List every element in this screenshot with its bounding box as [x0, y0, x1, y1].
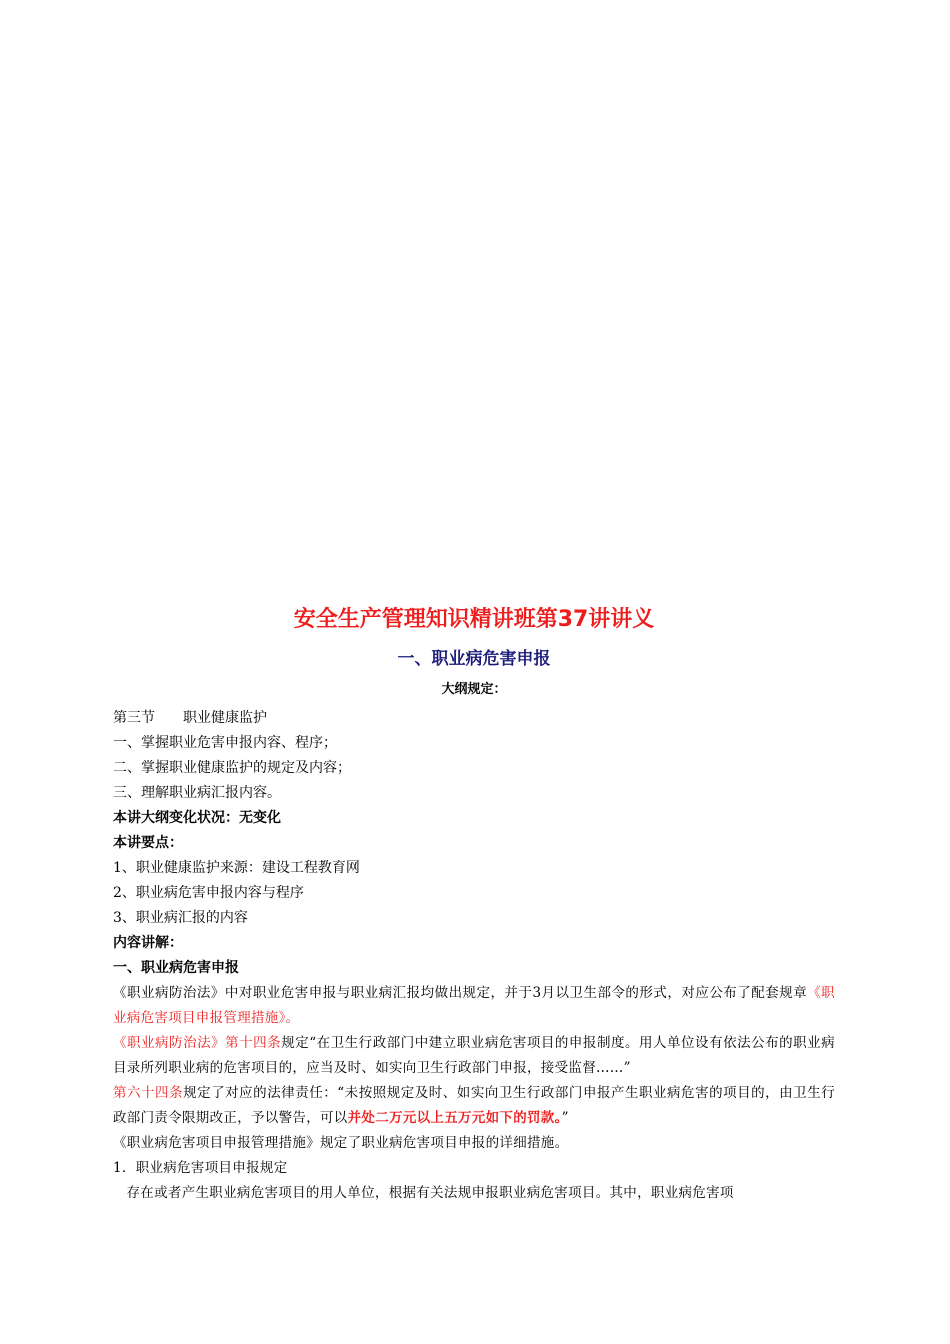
paragraph-text: ”	[561, 1110, 569, 1126]
paragraph-text: 《职业病防治法》中对职业危害申报与职业病汇报均做出规定，并于3月以卫生部令的形式，对应公布了配套规章	[113, 985, 808, 1001]
paragraph-text: 规定了对应的法律责任：“未按照规定及时、如实向卫生行政部门申报产生职业病危害的项目的，由卫生行政部门责令限期改正，予以警告，可以	[113, 1085, 836, 1126]
content-subheading: 一、职业病危害申报	[113, 960, 239, 976]
outline-item: 三、理解职业病汇报内容。	[113, 785, 281, 801]
paragraph-measures: 《职业病危害项目申报管理措施》规定了职业病危害项目申报的详细措施。	[113, 1135, 569, 1151]
regulation-name: 《职业病危害项目申报管理措施》。	[113, 985, 835, 1026]
article-reference: 《职业病防治法》第十四条	[113, 1035, 282, 1051]
key-point-item: 2、职业病危害申报内容与程序	[113, 885, 304, 901]
change-status: 本讲大纲变化状况：无变化	[113, 810, 281, 826]
penalty-text: 并处二万元以上五万元如下的罚款。	[347, 1110, 562, 1126]
article-reference: 第六十四条	[113, 1085, 184, 1101]
paragraph-text: 规定“在卫生行政部门中建立职业病危害项目的申报制度。用人单位设有依法公布的职业病目录所列职业病的危害项目的，应当及时、如实向卫生行政部门申报，接受监督……”	[113, 1035, 835, 1076]
paragraph-article-14	[113, 1031, 835, 1081]
paragraph-law-overview	[113, 981, 835, 1031]
paragraph-article-64	[113, 1081, 835, 1131]
section-prefix: 第三节	[113, 710, 155, 726]
outline-item: 二、掌握职业健康监护的规定及内容；	[113, 760, 351, 776]
key-point-item: 3、职业病汇报的内容	[113, 910, 248, 926]
paragraph-declaration: 存在或者产生职业病危害项目的用人单位，根据有关法规申报职业病危害项目。其中，职业病危害项	[126, 1185, 734, 1201]
document-body	[113, 600, 835, 1206]
section-name: 职业健康监护	[183, 710, 267, 726]
numbered-heading: 1．职业病危害项目申报规定	[113, 1160, 288, 1176]
document-subtitle: 一、职业病危害申报	[397, 649, 551, 669]
outline-heading: 大纲规定：	[441, 682, 507, 697]
document-title: 安全生产管理知识精讲班第37讲讲义	[293, 607, 655, 632]
key-points-heading: 本讲要点：	[113, 835, 183, 851]
key-point-item: 1、职业健康监护来源：建设工程教育网	[113, 860, 360, 876]
section-line	[113, 706, 835, 731]
outline-item: 一、掌握职业危害申报内容、程序；	[113, 735, 337, 751]
content-heading: 内容讲解：	[113, 935, 183, 951]
